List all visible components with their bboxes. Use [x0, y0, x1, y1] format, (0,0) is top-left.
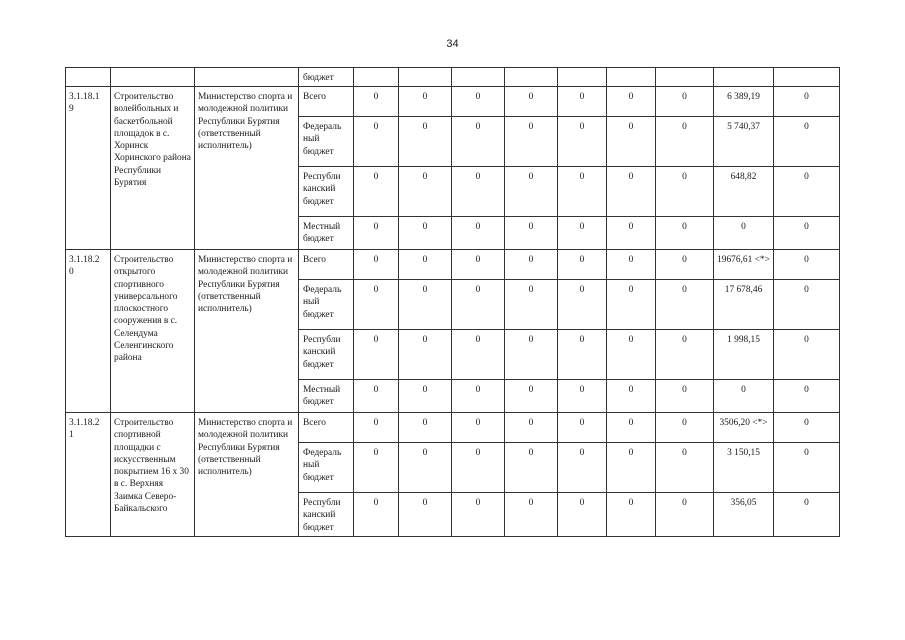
- value-cell: 0: [656, 87, 714, 117]
- value-cell: 0: [354, 380, 399, 413]
- value-cell: 0: [656, 380, 714, 413]
- value-cell: 0: [399, 330, 452, 380]
- value-cell: 0: [656, 413, 714, 443]
- value-cell: 0: [558, 380, 607, 413]
- value-cell: 0: [774, 443, 840, 493]
- value-cell: 0: [656, 443, 714, 493]
- table-row: [66, 250, 840, 280]
- value-cell: 0: [452, 87, 505, 117]
- table-cell: [452, 68, 505, 87]
- funding-source-cell: Местный бюджет: [299, 380, 354, 413]
- value-cell: 0: [656, 493, 714, 537]
- value-cell: 0: [399, 413, 452, 443]
- table-cell: [195, 68, 299, 87]
- value-cell: 0: [452, 493, 505, 537]
- table-row: [66, 68, 840, 87]
- value-cell: 0: [399, 280, 452, 330]
- funding-source-cell: Федераль ный бюджет: [299, 443, 354, 493]
- value-cell: 0: [354, 493, 399, 537]
- funding-source-cell: Всего: [299, 413, 354, 443]
- value-cell: 0: [354, 167, 399, 217]
- value-cell: 0: [607, 380, 656, 413]
- total-value-cell: 6 389,19: [714, 87, 774, 117]
- value-cell: 0: [774, 167, 840, 217]
- value-cell: 0: [607, 280, 656, 330]
- table-cell: [714, 68, 774, 87]
- value-cell: 0: [656, 250, 714, 280]
- table-cell: [558, 68, 607, 87]
- value-cell: 0: [607, 330, 656, 380]
- value-cell: 0: [354, 87, 399, 117]
- value-cell: 0: [774, 330, 840, 380]
- table-cell: [399, 68, 452, 87]
- value-cell: 0: [354, 217, 399, 250]
- value-cell: 0: [774, 117, 840, 167]
- budget-table: [65, 67, 840, 537]
- value-cell: 0: [452, 217, 505, 250]
- funding-source-cell: Федераль ный бюджет: [299, 117, 354, 167]
- value-cell: 0: [558, 330, 607, 380]
- total-value-cell: 0: [714, 217, 774, 250]
- executor-cell: Министерство спорта и молодежной политики Республики Бурятия (ответственный исполнитель): [195, 250, 299, 413]
- total-value-cell: 5 740,37: [714, 117, 774, 167]
- value-cell: 0: [354, 280, 399, 330]
- executor-cell: Министерство спорта и молодежной политики Республики Бурятия (ответственный исполнитель): [195, 413, 299, 537]
- value-cell: 0: [774, 380, 840, 413]
- value-cell: 0: [452, 413, 505, 443]
- table-row: [66, 87, 840, 117]
- value-cell: 0: [452, 167, 505, 217]
- item-code-cell: 3.1.18.2 1: [66, 413, 111, 537]
- value-cell: 0: [354, 250, 399, 280]
- table-cell: [505, 68, 558, 87]
- value-cell: 0: [505, 413, 558, 443]
- item-code-cell: 3.1.18.2 0: [66, 250, 111, 413]
- value-cell: 0: [452, 250, 505, 280]
- table-cell: [66, 68, 111, 87]
- funding-source-cell: Всего: [299, 250, 354, 280]
- value-cell: 0: [656, 280, 714, 330]
- value-cell: 0: [558, 250, 607, 280]
- value-cell: 0: [354, 117, 399, 167]
- value-cell: 0: [354, 330, 399, 380]
- value-cell: 0: [354, 413, 399, 443]
- value-cell: 0: [774, 87, 840, 117]
- funding-source-cell: Всего: [299, 87, 354, 117]
- funding-source-cell: бюджет: [299, 68, 354, 87]
- total-value-cell: 648,82: [714, 167, 774, 217]
- total-value-cell: 356,05: [714, 493, 774, 537]
- value-cell: 0: [505, 380, 558, 413]
- table-cell: [774, 68, 840, 87]
- total-value-cell: 3 150,15: [714, 443, 774, 493]
- total-value-cell: 0: [714, 380, 774, 413]
- table-cell: [354, 68, 399, 87]
- value-cell: 0: [505, 330, 558, 380]
- value-cell: 0: [558, 493, 607, 537]
- value-cell: 0: [505, 217, 558, 250]
- value-cell: 0: [505, 250, 558, 280]
- value-cell: 0: [558, 87, 607, 117]
- value-cell: 0: [399, 250, 452, 280]
- value-cell: 0: [774, 280, 840, 330]
- value-cell: 0: [399, 493, 452, 537]
- value-cell: 0: [354, 443, 399, 493]
- funding-source-cell: Республи канский бюджет: [299, 167, 354, 217]
- table-cell: [607, 68, 656, 87]
- funding-source-cell: Местный бюджет: [299, 217, 354, 250]
- total-value-cell: 3506,20 <*>: [714, 413, 774, 443]
- value-cell: 0: [399, 380, 452, 413]
- value-cell: 0: [399, 167, 452, 217]
- value-cell: 0: [505, 443, 558, 493]
- value-cell: 0: [774, 250, 840, 280]
- value-cell: 0: [399, 217, 452, 250]
- value-cell: 0: [399, 117, 452, 167]
- value-cell: 0: [607, 217, 656, 250]
- value-cell: 0: [558, 413, 607, 443]
- value-cell: 0: [774, 413, 840, 443]
- item-name-cell: Строительство спортивной площадки с искусственным покрытием 16 х 30 в с. Верхняя Заимка Северо-Байкальского: [111, 413, 195, 537]
- value-cell: 0: [452, 330, 505, 380]
- value-cell: 0: [558, 217, 607, 250]
- value-cell: 0: [656, 167, 714, 217]
- value-cell: 0: [774, 493, 840, 537]
- value-cell: 0: [505, 87, 558, 117]
- funding-source-cell: Республи канский бюджет: [299, 330, 354, 380]
- value-cell: 0: [452, 443, 505, 493]
- funding-source-cell: Республи канский бюджет: [299, 493, 354, 537]
- total-value-cell: 19676,61 <*>: [714, 250, 774, 280]
- table-row: [66, 413, 840, 443]
- page-number: 34: [446, 38, 459, 50]
- table-cell: [656, 68, 714, 87]
- item-name-cell: Строительство открытого спортивного универсального плоскостного сооружения в с. Селендума Селенгинского района: [111, 250, 195, 413]
- value-cell: 0: [399, 87, 452, 117]
- value-cell: 0: [558, 280, 607, 330]
- item-code-cell: 3.1.18.1 9: [66, 87, 111, 250]
- value-cell: 0: [505, 117, 558, 167]
- value-cell: 0: [656, 117, 714, 167]
- value-cell: 0: [607, 413, 656, 443]
- value-cell: 0: [656, 217, 714, 250]
- value-cell: 0: [452, 117, 505, 167]
- value-cell: 0: [558, 443, 607, 493]
- funding-source-cell: Федераль ный бюджет: [299, 280, 354, 330]
- value-cell: 0: [607, 87, 656, 117]
- value-cell: 0: [607, 493, 656, 537]
- table-body: [66, 68, 840, 537]
- value-cell: 0: [505, 167, 558, 217]
- total-value-cell: 17 678,46: [714, 280, 774, 330]
- value-cell: 0: [607, 250, 656, 280]
- total-value-cell: 1 998,15: [714, 330, 774, 380]
- item-name-cell: Строительство волейбольных и баскетбольной площадок в с. Хоринск Хоринского района Республики Бурятия: [111, 87, 195, 250]
- value-cell: 0: [607, 443, 656, 493]
- value-cell: 0: [452, 380, 505, 413]
- value-cell: 0: [399, 443, 452, 493]
- executor-cell: Министерство спорта и молодежной политики Республики Бурятия (ответственный исполнитель): [195, 87, 299, 250]
- table-cell: [111, 68, 195, 87]
- value-cell: 0: [656, 330, 714, 380]
- value-cell: 0: [505, 493, 558, 537]
- value-cell: 0: [558, 117, 607, 167]
- value-cell: 0: [558, 167, 607, 217]
- value-cell: 0: [505, 280, 558, 330]
- value-cell: 0: [774, 217, 840, 250]
- value-cell: 0: [607, 167, 656, 217]
- value-cell: 0: [607, 117, 656, 167]
- value-cell: 0: [452, 280, 505, 330]
